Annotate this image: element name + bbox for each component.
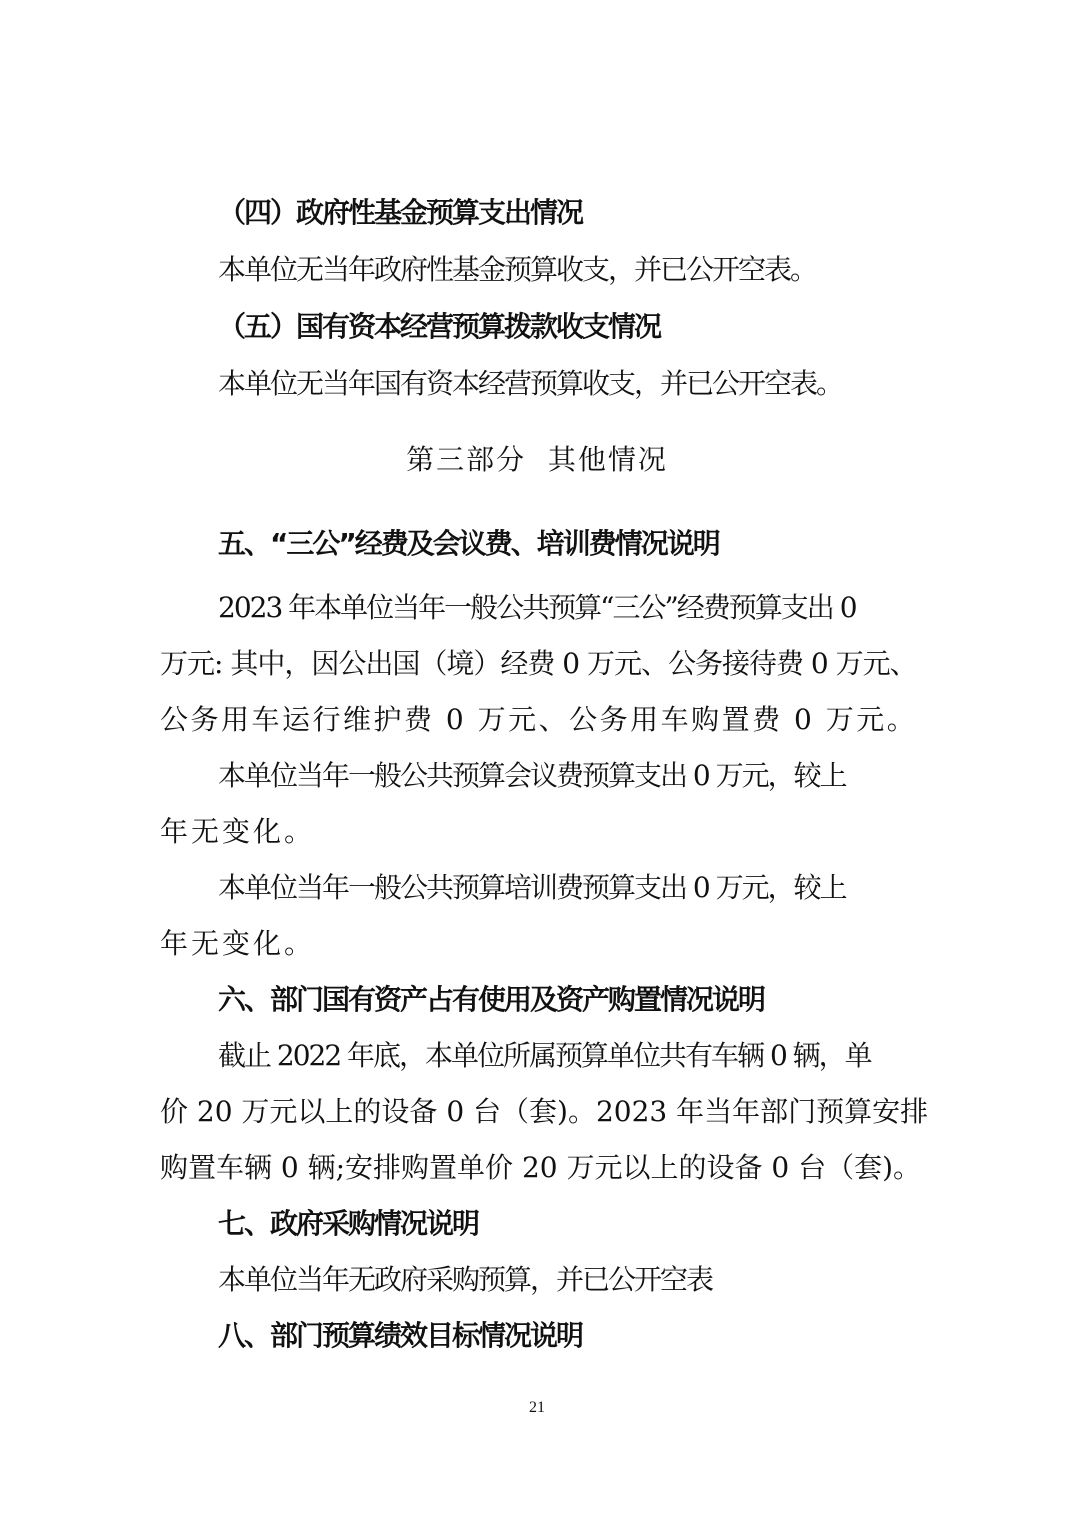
section-six-paragraph-line-2: 价 20 万元以上的设备 0 台（套)。2023 年当年部门预算安排 xyxy=(160,1095,929,1128)
section-five-paragraph-3-line-2: 年无变化。 xyxy=(160,927,316,960)
section-eight-title: 八、部门预算绩效目标情况说明 xyxy=(218,1319,583,1352)
section-five-paragraph-2-line-1: 本单位当年一般公共预算会议费预算支出 0 万元，较上 xyxy=(218,759,846,792)
section-seven-paragraph: 本单位当年无政府采购预算，并已公开空表 xyxy=(218,1263,713,1296)
section-five-paragraph-3-line-1: 本单位当年一般公共预算培训费预算支出 0 万元，较上 xyxy=(218,871,846,904)
section-six-paragraph-line-3: 购置车辆 0 辆;安排购置单价 20 万元以上的设备 0 台（套)。 xyxy=(160,1151,922,1184)
section-seven-title: 七、政府采购情况说明 xyxy=(218,1207,479,1240)
section-six-title: 六、部门国有资产占有使用及资产购置情况说明 xyxy=(218,983,765,1016)
section-six-paragraph-line-1: 截止 2022 年底，本单位所属预算单位共有车辆 0 辆，单 xyxy=(218,1039,871,1072)
part-three-title: 第三部分 其他情况 xyxy=(406,443,668,476)
section-five-paragraph-1-line-2: 万元: 其中，因公出国（境）经费 0 万元、公务接待费 0 万元、 xyxy=(160,647,917,680)
section-five-paragraph-1-line-1: 2023 年本单位当年一般公共预算“三公”经费预算支出 0 xyxy=(218,591,856,624)
section-five-title: 五、“三公”经费及会议费、培训费情况说明 xyxy=(218,527,719,560)
paragraph-government-fund: 本单位无当年政府性基金预算收支，并已公开空表。 xyxy=(218,253,817,286)
page-number: 21 xyxy=(529,1399,545,1416)
paragraph-state-capital: 本单位无当年国有资本经营预算收支，并已公开空表。 xyxy=(218,367,843,400)
section-five-paragraph-1-line-3: 公务用车运行维护费 0 万元、公务用车购置费 0 万元。 xyxy=(160,703,918,736)
heading-state-capital: （五）国有资本经营预算拨款收支情况 xyxy=(218,310,661,343)
section-five-paragraph-2-line-2: 年无变化。 xyxy=(160,815,316,848)
heading-government-fund: （四）政府性基金预算支出情况 xyxy=(218,196,583,229)
